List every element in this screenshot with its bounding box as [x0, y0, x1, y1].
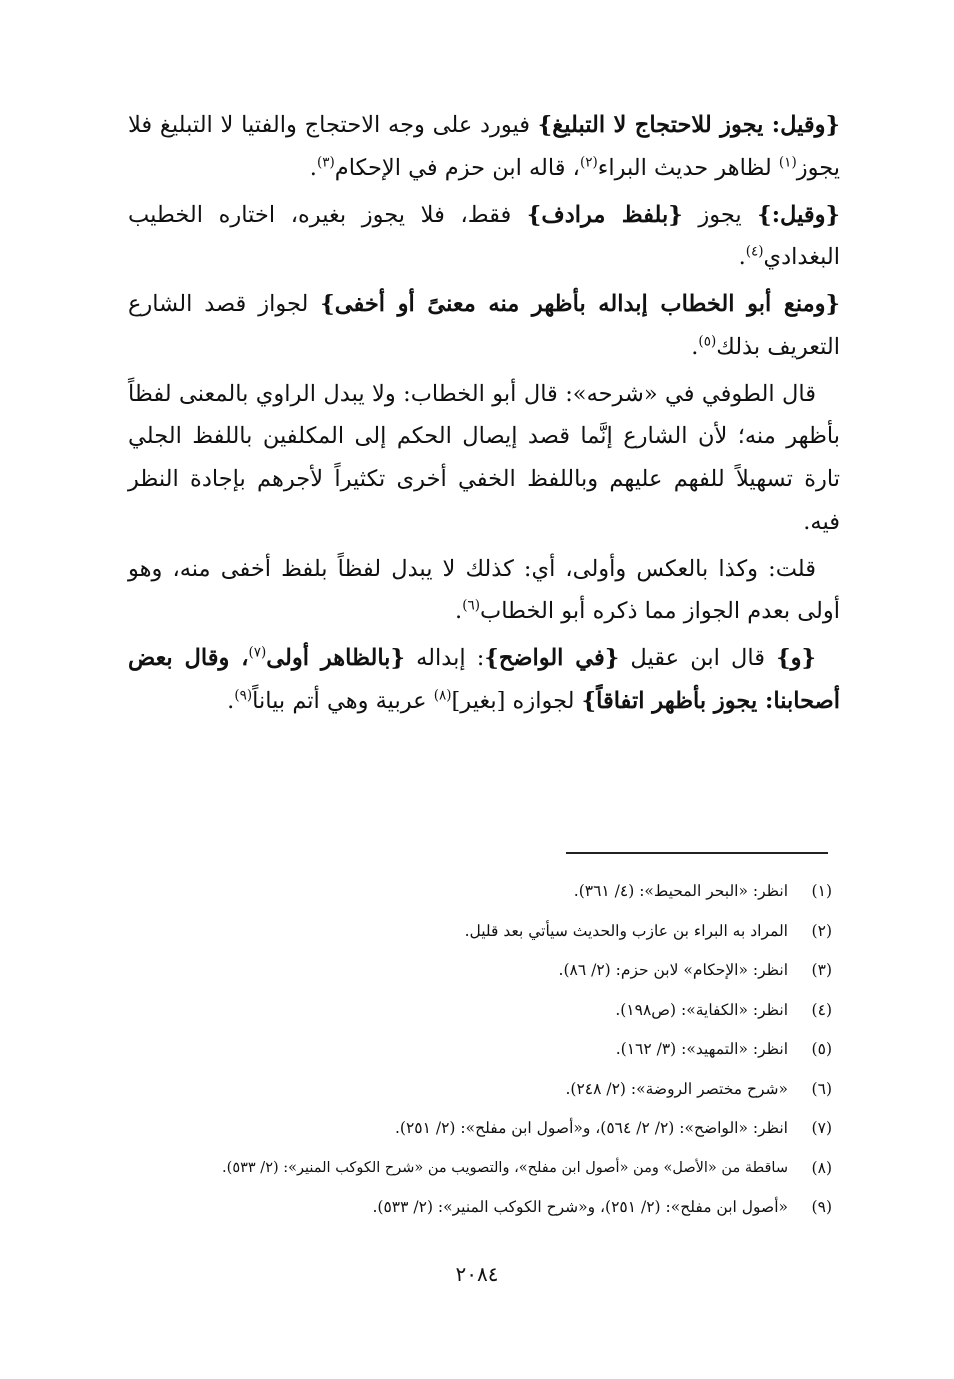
sharh-text: . — [738, 244, 746, 271]
matn-text: {ومنع أبو الخطاب إبداله بأظهر منه معنىً أو أخفى} — [320, 291, 841, 317]
footnote-ref[interactable]: (٩) — [234, 687, 253, 704]
footnote-ref[interactable]: (٦) — [462, 597, 481, 614]
footnote-ref[interactable]: (١) — [778, 154, 797, 171]
footnote-item — [120, 912, 832, 952]
footnote-number: (٩) — [811, 1198, 832, 1216]
footnote-ref[interactable]: (٧) — [248, 644, 267, 661]
paragraph — [128, 373, 840, 544]
footnote-number: (١) — [811, 882, 832, 900]
sharh-text: لجوازه [بغير] — [451, 687, 582, 714]
footnote-ref[interactable]: (٥) — [698, 333, 717, 350]
matn-text: {وقيل: يجوز للاحتجاج لا التبليغ} — [537, 112, 840, 138]
sharh-text: لظاهر حديث البراء — [597, 154, 779, 181]
footnote-separator — [566, 852, 828, 854]
footnote-ref[interactable]: (٤) — [745, 243, 764, 260]
sharh-text: قلت: وكذا بالعكس وأولى، أي: كذلك لا يبدل لفظاً بلفظ أخفى منه، وهو أولى بعدم الجواز مما ذكره أبو الخطاب — [128, 555, 840, 625]
footnote-text: «شرح مختصر الروضة»: (٢/ ٢٤٨). — [565, 1079, 788, 1098]
sharh-text: قال ابن عقيل — [619, 645, 777, 671]
paragraph — [128, 548, 840, 634]
sharh-text: . — [227, 687, 235, 714]
footnote-text: انظر: «البحر المحيط»: (٤/ ٣٦١). — [573, 882, 788, 900]
footnote-number: (٤) — [811, 1000, 832, 1019]
sharh-text: : إبداله — [404, 645, 485, 671]
footnote-ref[interactable]: (٨) — [433, 687, 452, 704]
footnote-item — [120, 1070, 832, 1110]
footnote-number: (٨) — [811, 1158, 832, 1177]
sharh-text: قال الطوفي في «شرحه»: قال أبو الخطاب: ولا يبدل الراوي بالمعنى لفظاً بأظهر منه؛ لأن الشارع إنَّما قصد إيصال الحكم إلى المكلفين باللفظ الجلي تارة تسهيلاً للفهم عليهم وباللفظ الخفي أخرى تكثيراً لأجرهم بإجادة النظر فيه. — [128, 380, 840, 535]
footnote-number: (٦) — [811, 1079, 832, 1098]
footnote-item — [120, 1109, 832, 1149]
footnote-item — [120, 1030, 832, 1070]
footnote-item — [120, 1149, 832, 1189]
footnote-item — [120, 1188, 832, 1228]
main-text — [128, 104, 840, 727]
sharh-text: لجواز قصد الشارع التعريف بذلك — [128, 291, 840, 360]
footnote-ref[interactable]: (٣) — [316, 154, 335, 171]
footnote-item — [120, 872, 832, 912]
footnote-text: انظر: «التمهيد»: (٣/ ١٦٢). — [615, 1040, 788, 1058]
sharh-text: يجوز — [682, 201, 758, 228]
footnote-text: انظر: «الكفاية»: (ص١٩٨). — [615, 1000, 788, 1019]
sharh-text: فقط، فلا يجوز بغيره، اختاره الخطيب البغدادي — [128, 201, 840, 271]
sharh-text: . — [691, 333, 699, 360]
paragraph — [128, 637, 840, 723]
footnote-item — [120, 991, 832, 1031]
footnote-number: (٢) — [811, 921, 832, 940]
sharh-text: فيورد على وجه الاحتجاج والفتيا لا التبليغ فلا يجوز — [128, 112, 840, 181]
matn-text: {بالظاهر أولى — [266, 645, 405, 671]
paragraph — [128, 104, 840, 190]
matn-text: {وقيل:} — [757, 201, 840, 228]
page-number: ٢٠٨٤ — [455, 1262, 499, 1286]
footnote-number: (٣) — [811, 961, 832, 979]
footnote-text: «أصول ابن مفلح»: (٢/ ٢٥١)، و«شرح الكوكب المنير»: (٢/ ٥٣٣). — [372, 1198, 788, 1216]
footnote-number: (٧) — [811, 1119, 832, 1137]
paragraph — [128, 194, 840, 280]
footnotes — [120, 872, 832, 1228]
matn-text: ، وقال بعض أصحابنا: يجوز بأظهر اتفاقاً} — [128, 645, 840, 714]
matn-text: {بلفظ مرادف} — [526, 201, 683, 228]
footnote-item — [120, 951, 832, 991]
footnote-text: ساقطة من «الأصل» ومن «أصول ابن مفلح»، والتصويب من «شرح الكوكب المنير»: (٢/ ٥٣٣). — [222, 1159, 788, 1176]
sharh-text: ، قاله ابن حزم في الإحكام — [334, 154, 580, 181]
footnote-text: انظر: «الواضح»: (٢/ ٢/ ٥٦٤)، و«أصول ابن مفلح»: (٢/ ٢٥١). — [394, 1119, 788, 1137]
sharh-text: . — [309, 154, 317, 181]
sharh-text: عربية وهي أتم بياناً — [252, 687, 434, 714]
footnote-text: المراد به البراء بن عازب والحديث سيأتي بعد قليل. — [464, 921, 788, 940]
matn-text: {و} — [776, 645, 816, 671]
matn-text: {في الواضح} — [484, 645, 620, 671]
paragraph — [128, 283, 840, 369]
footnote-number: (٥) — [811, 1040, 832, 1058]
sharh-text: . — [455, 598, 463, 625]
footnote-ref[interactable]: (٢) — [579, 154, 598, 171]
footnote-text: انظر: «الإحكام» لابن حزم: (٢/ ٨٦). — [558, 961, 788, 979]
